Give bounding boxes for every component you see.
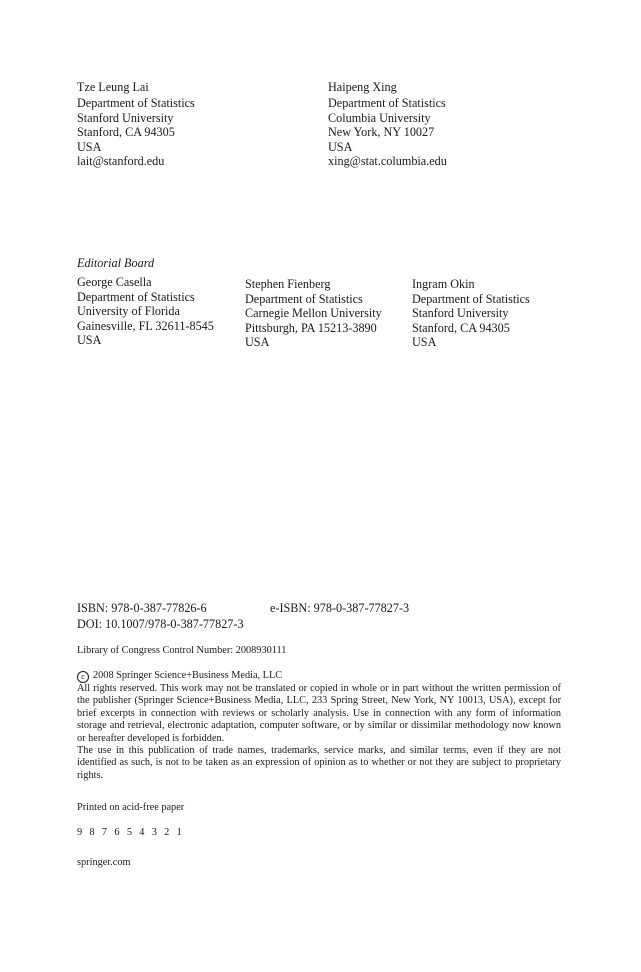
board-member-country: USA: [412, 335, 437, 350]
author-country: USA: [328, 139, 353, 154]
printing-number: 8: [89, 827, 95, 838]
printing-line: [77, 827, 189, 839]
author-institution: Columbia University: [328, 110, 431, 125]
isbn: ISBN: 978-0-387-77826-6: [77, 601, 207, 615]
board-member-name: George Casella: [77, 275, 152, 289]
eisbn: e-ISBN: 978-0-387-77827-3: [270, 601, 410, 615]
board-member-institution: Stanford University: [412, 306, 509, 321]
printing-number: 9: [77, 827, 83, 838]
board-member-country: USA: [77, 333, 102, 348]
copyright-line: [77, 670, 561, 683]
printing-number: 3: [151, 827, 157, 838]
author-email: xing@stat.columbia.edu: [328, 154, 447, 169]
board-member-name: Stephen Fienberg: [245, 277, 331, 291]
copyright-holder: 2008 Springer Science+Business Media, LLC: [93, 670, 283, 681]
acid-free-paper-note: Printed on acid-free paper: [77, 802, 185, 813]
author-name: Tze Leung Lai: [77, 80, 149, 94]
copyright-icon: c: [77, 671, 89, 683]
author-department: Department of Statistics: [328, 96, 446, 111]
publisher-website: springer.com: [77, 857, 131, 868]
author-block-xing: [328, 80, 447, 169]
board-member-city: Pittsburgh, PA 15213-3890: [245, 320, 377, 335]
printing-number: 6: [114, 827, 120, 838]
author-department: Department of Statistics: [77, 96, 195, 111]
library-of-congress-number: Library of Congress Control Number: 2008930111: [77, 645, 287, 656]
board-member-country: USA: [245, 335, 270, 350]
printing-number: 2: [164, 827, 170, 838]
board-member-name: Ingram Okin: [412, 277, 475, 291]
doi: DOI: 10.1007/978-0-387-77827-3: [77, 617, 244, 631]
board-member-city: Stanford, CA 94305: [412, 320, 510, 335]
author-name: Haipeng Xing: [328, 80, 397, 94]
editorial-board-heading: Editorial Board: [77, 256, 155, 270]
board-member-city: Gainesville, FL 32611-8545: [77, 318, 214, 333]
author-country: USA: [77, 139, 102, 154]
printing-number: 7: [101, 827, 108, 838]
trademark-statement: The use in this publication of trade names, trademarks, service marks, and similar terms, even if they are not identified as such, is not to be taken as an expression of opinion as to whether or not they are subject to proprietary rights.: [77, 745, 561, 781]
board-member-okin: [412, 277, 530, 350]
board-member-institution: University of Florida: [77, 304, 180, 319]
printing-number: 4: [139, 827, 145, 838]
author-institution: Stanford University: [77, 110, 174, 125]
author-block-lai: [77, 80, 195, 169]
author-city: Stanford, CA 94305: [77, 125, 175, 140]
board-member-department: Department of Statistics: [412, 291, 530, 306]
board-member-casella: [77, 275, 214, 348]
copyright-block: [77, 670, 561, 782]
author-email: lait@stanford.edu: [77, 154, 165, 169]
printing-number: 5: [126, 827, 132, 838]
printing-number: 1: [176, 827, 182, 838]
board-member-department: Department of Statistics: [77, 289, 195, 304]
board-member-department: Department of Statistics: [245, 291, 363, 306]
author-city: New York, NY 10027: [328, 125, 435, 140]
board-member-institution: Carnegie Mellon University: [245, 306, 382, 321]
board-member-fienberg: [245, 277, 382, 350]
rights-statement: All rights reserved. This work may not be translated or copied in whole or in part without the written permission of the publisher (Springer Science+Business Media, LLC, 233 Spring Street, New York, NY 10013, USA), except for brief excerpts in connection with reviews or scholarly analysis. Use in connection with any form of information storage and retrieval, electronic adaptation, computer software, or by similar or dissimilar methodology now known or hereafter developed is forbidden.: [77, 683, 561, 744]
